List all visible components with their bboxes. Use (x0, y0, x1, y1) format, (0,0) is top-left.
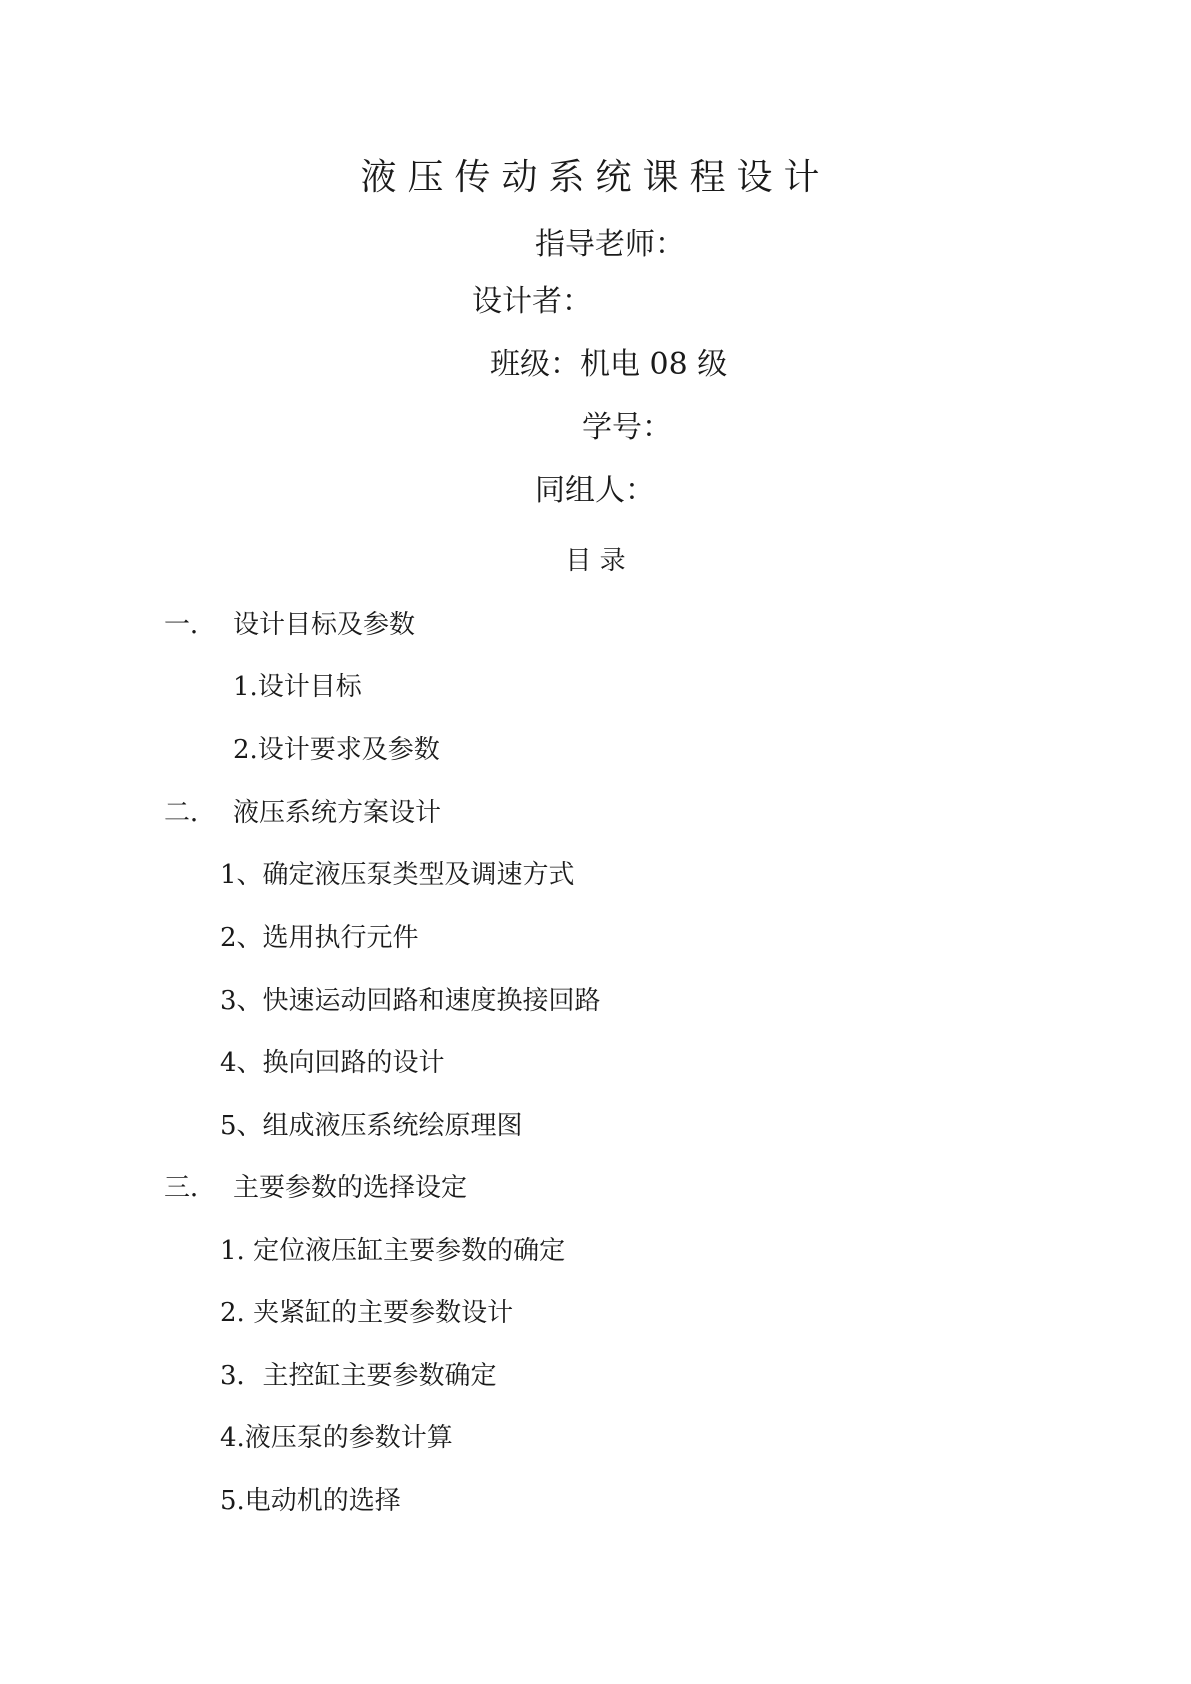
toc-item: 1.设计目标 (233, 672, 362, 702)
toc-section-heading: 主要参数的选择设定 (233, 1173, 468, 1203)
toc-section-number: 二． (164, 798, 217, 828)
class-label: 班级：机电 08 级 (490, 347, 728, 382)
toc-item: 2.设计要求及参数 (233, 735, 440, 765)
toc-item: 3．主控缸主要参数确定 (220, 1361, 497, 1391)
toc-item: 3、快速运动回路和速度换接回路 (220, 986, 601, 1016)
group-members-label: 同组人： (535, 473, 655, 508)
toc-item: 2、选用执行元件 (220, 923, 419, 953)
advisor-label: 指导老师： (535, 227, 685, 262)
toc-section-number: 三． (164, 1173, 217, 1203)
toc-section-heading: 设计目标及参数 (233, 610, 416, 640)
toc-item: 2. 夹紧缸的主要参数设计 (220, 1298, 514, 1328)
toc-item: 5、组成液压系统绘原理图 (220, 1111, 523, 1141)
toc-item: 5.电动机的选择 (220, 1486, 401, 1516)
designer-label: 设计者： (472, 284, 592, 319)
document-title: 液压传动系统课程设计 (360, 157, 831, 198)
toc-section-heading: 液压系统方案设计 (233, 798, 442, 828)
toc-item: 4.液压泵的参数计算 (220, 1423, 453, 1453)
toc-item: 1. 定位液压缸主要参数的确定 (220, 1236, 566, 1266)
toc-section-number: 一． (164, 610, 217, 640)
toc-item: 4、换向回路的设计 (220, 1048, 445, 1078)
student-id-label: 学号： (582, 410, 672, 445)
toc-title: 目 录 (565, 546, 626, 576)
toc-item: 1、确定液压泵类型及调速方式 (220, 860, 575, 890)
